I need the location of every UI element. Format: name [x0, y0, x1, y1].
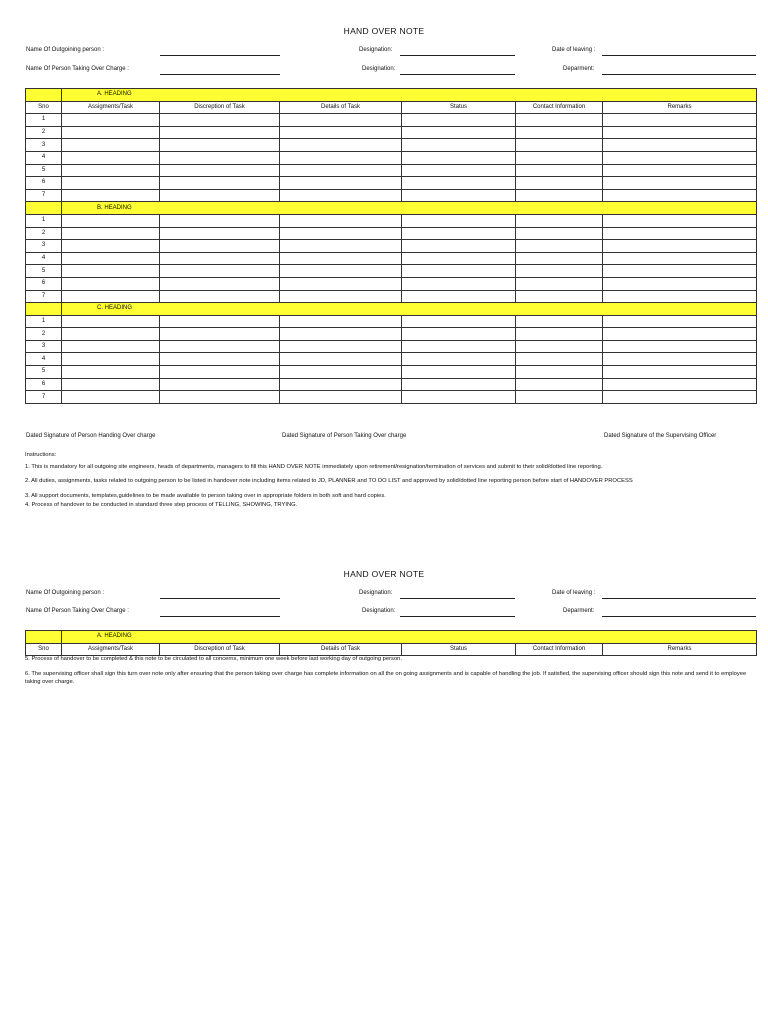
cell[interactable] [62, 189, 160, 202]
cell[interactable] [160, 315, 280, 328]
col-header: Assigments/Task [62, 101, 160, 114]
cell[interactable] [62, 315, 160, 328]
cell[interactable] [160, 189, 280, 202]
designation-field-4[interactable] [400, 616, 515, 617]
cell[interactable] [516, 189, 603, 202]
cell[interactable] [402, 290, 516, 303]
cell[interactable] [516, 164, 603, 177]
cell[interactable] [603, 252, 757, 265]
cell[interactable] [402, 240, 516, 253]
cell[interactable] [62, 177, 160, 190]
col-header: Status [402, 643, 516, 656]
cell[interactable] [160, 290, 280, 303]
handover-table [25, 88, 757, 404]
col-header: Sno [26, 101, 62, 114]
cell[interactable] [280, 177, 402, 190]
table-row [26, 177, 757, 190]
cell[interactable] [516, 290, 603, 303]
cell[interactable] [160, 126, 280, 139]
cell[interactable] [62, 265, 160, 278]
cell[interactable] [402, 114, 516, 127]
table-row [26, 214, 757, 227]
cell[interactable] [603, 353, 757, 366]
cell[interactable] [603, 290, 757, 303]
table-row [26, 151, 757, 164]
row-number: 4 [26, 151, 62, 164]
cell[interactable] [160, 227, 280, 240]
outgoing-person-field-2[interactable] [160, 598, 280, 599]
row-number: 5 [26, 164, 62, 177]
cell[interactable] [280, 340, 402, 353]
cell[interactable] [280, 378, 402, 391]
heading-a-label-2: A. HEADING [62, 631, 757, 644]
cell[interactable] [280, 189, 402, 202]
cell[interactable] [603, 328, 757, 341]
cell[interactable] [160, 114, 280, 127]
col-header: Details of Task [280, 101, 402, 114]
table-row [26, 391, 757, 404]
signature-taking: Dated Signature of Person Taking Over charge [282, 433, 407, 439]
row-number: 1 [26, 114, 62, 127]
cell[interactable] [516, 252, 603, 265]
designation-label-3: Designation: [359, 590, 393, 596]
cell[interactable] [516, 214, 603, 227]
cell[interactable] [62, 252, 160, 265]
table-row [26, 189, 757, 202]
heading-c-label: C. HEADING [62, 303, 757, 316]
cell[interactable] [160, 177, 280, 190]
cell[interactable] [603, 366, 757, 379]
heading-a-label: A. HEADING [62, 89, 757, 102]
cell[interactable] [160, 340, 280, 353]
row-number: 1 [26, 315, 62, 328]
section-heading-b [26, 202, 757, 215]
cell[interactable] [603, 340, 757, 353]
cell[interactable] [603, 240, 757, 253]
row-number: 3 [26, 240, 62, 253]
section-heading-a-2 [26, 631, 757, 644]
col-header: Sno [26, 643, 62, 656]
cell[interactable] [160, 252, 280, 265]
cell[interactable] [62, 277, 160, 290]
designation-label-2: Designation: [362, 66, 396, 72]
cell[interactable] [603, 139, 757, 152]
section-heading-c [26, 303, 757, 316]
cell[interactable] [603, 177, 757, 190]
cell[interactable] [160, 378, 280, 391]
cell[interactable] [160, 366, 280, 379]
cell[interactable] [280, 126, 402, 139]
cell[interactable] [402, 189, 516, 202]
date-leaving-label-2: Date of leaving : [552, 590, 596, 596]
cell[interactable] [62, 240, 160, 253]
cell[interactable] [516, 353, 603, 366]
designation-label: Designation: [359, 47, 393, 53]
outgoing-person-label: Name Of Outgoining person : [26, 47, 105, 53]
department-field-2[interactable] [602, 616, 756, 617]
cell[interactable] [603, 164, 757, 177]
table-row [26, 340, 757, 353]
col-header: Discreption of Task [160, 643, 280, 656]
row-number: 7 [26, 290, 62, 303]
table-row [26, 290, 757, 303]
table-row [26, 353, 757, 366]
cell[interactable] [280, 240, 402, 253]
cell[interactable] [280, 353, 402, 366]
cell[interactable] [402, 164, 516, 177]
cell[interactable] [280, 227, 402, 240]
taking-person-label: Name Of Person Taking Over Charge : [26, 66, 129, 72]
cell[interactable] [402, 177, 516, 190]
col-header: Discreption of Task [160, 101, 280, 114]
cell[interactable] [280, 214, 402, 227]
cell[interactable] [62, 328, 160, 341]
row-number: 6 [26, 177, 62, 190]
cell[interactable] [516, 328, 603, 341]
cell[interactable] [62, 353, 160, 366]
col-header: Status [402, 101, 516, 114]
cell[interactable] [402, 265, 516, 278]
department-field[interactable] [602, 74, 756, 75]
instructions-title: Instructions: [25, 452, 57, 458]
cell[interactable] [62, 114, 160, 127]
cell[interactable] [160, 328, 280, 341]
table-row [26, 378, 757, 391]
cell[interactable] [516, 366, 603, 379]
table-header-row [26, 101, 757, 114]
cell[interactable] [516, 378, 603, 391]
cell[interactable] [160, 240, 280, 253]
cell[interactable] [402, 139, 516, 152]
col-header: Contact Information [516, 643, 603, 656]
outgoing-person-field[interactable] [160, 55, 280, 56]
cell[interactable] [62, 139, 160, 152]
cell[interactable] [160, 214, 280, 227]
cell[interactable] [603, 265, 757, 278]
cell[interactable] [516, 340, 603, 353]
cell[interactable] [280, 164, 402, 177]
row-number: 3 [26, 139, 62, 152]
cell[interactable] [603, 378, 757, 391]
form-title-2: HAND OVER NOTE [343, 569, 425, 579]
cell[interactable] [516, 114, 603, 127]
row-number: 5 [26, 265, 62, 278]
cell[interactable] [280, 290, 402, 303]
cell[interactable] [516, 227, 603, 240]
form-title: HAND OVER NOTE [343, 26, 425, 36]
cell[interactable] [516, 177, 603, 190]
cell[interactable] [402, 340, 516, 353]
department-label: Deparment: [563, 66, 595, 72]
taking-person-field-2[interactable] [160, 616, 280, 617]
cell[interactable] [402, 366, 516, 379]
instruction-item-3: 3. All support documents, templates,guidelines to be made available to person taking over in appropriate folders in both soft and hard copies. [25, 493, 386, 499]
cell[interactable] [160, 164, 280, 177]
row-number: 7 [26, 391, 62, 404]
designation-field-2[interactable] [400, 74, 515, 75]
col-header: Assigments/Task [62, 643, 160, 656]
cell[interactable] [160, 353, 280, 366]
table-row [26, 114, 757, 127]
cell[interactable] [280, 391, 402, 404]
signature-supervising: Dated Signature of the Supervising Officer [604, 433, 717, 439]
cell[interactable] [62, 378, 160, 391]
table-row [26, 252, 757, 265]
instruction-item-4: 4. Process of handover to be conducted in standard three step process of TELLING, SHOWING, TRYING. [25, 502, 298, 508]
cell[interactable] [402, 227, 516, 240]
instruction-item-6: 6. The supervising officer shall sign this turn over note only after ensuring that the person taking over charge has complete information on all the on going assignments and is capable of handling the job. If satisfied, the supervising officer should sign this note and send it to employee taking over charge. [25, 671, 747, 685]
col-header: Contact Information [516, 101, 603, 114]
cell[interactable] [280, 114, 402, 127]
cell[interactable] [280, 315, 402, 328]
row-number: 3 [26, 340, 62, 353]
cell[interactable] [62, 290, 160, 303]
row-number: 6 [26, 378, 62, 391]
cell[interactable] [603, 277, 757, 290]
row-number: 6 [26, 277, 62, 290]
table-row [26, 265, 757, 278]
row-number: 4 [26, 252, 62, 265]
cell[interactable] [402, 126, 516, 139]
heading-b-label: B. HEADING [62, 202, 757, 215]
cell[interactable] [402, 328, 516, 341]
cell[interactable] [62, 126, 160, 139]
date-leaving-field-2[interactable] [602, 598, 756, 599]
cell[interactable] [516, 391, 603, 404]
row-number: 2 [26, 227, 62, 240]
table-row [26, 227, 757, 240]
cell[interactable] [62, 164, 160, 177]
designation-field[interactable] [400, 55, 515, 56]
instruction-item-2: 2. All duties, assignments, tasks related to outgoing person to be listed in handover note including items related to JD, PLANNER and TO DO LIST and approved by solid/dotted line reporting person before start of HANDOVER PROCESS [25, 478, 633, 484]
cell[interactable] [160, 151, 280, 164]
cell[interactable] [516, 240, 603, 253]
cell[interactable] [280, 328, 402, 341]
cell[interactable] [516, 151, 603, 164]
date-leaving-field[interactable] [602, 55, 756, 56]
designation-label-4: Designation: [362, 608, 396, 614]
table-row [26, 164, 757, 177]
cell[interactable] [516, 139, 603, 152]
cell[interactable] [160, 277, 280, 290]
cell[interactable] [603, 189, 757, 202]
cell[interactable] [62, 340, 160, 353]
col-header: Details of Task [280, 643, 402, 656]
table-header-row-2 [26, 643, 757, 656]
designation-field-3[interactable] [400, 598, 515, 599]
section-heading-a [26, 89, 757, 102]
cell[interactable] [62, 214, 160, 227]
row-number: 4 [26, 353, 62, 366]
table-row [26, 315, 757, 328]
table-row [26, 366, 757, 379]
cell[interactable] [402, 277, 516, 290]
cell[interactable] [62, 366, 160, 379]
table-row [26, 240, 757, 253]
cell[interactable] [280, 139, 402, 152]
cell[interactable] [603, 227, 757, 240]
cell[interactable] [603, 151, 757, 164]
cell[interactable] [402, 391, 516, 404]
row-number: 5 [26, 366, 62, 379]
signature-handing: Dated Signature of Person Handing Over charge [26, 433, 156, 439]
cell[interactable] [516, 315, 603, 328]
row-number: 1 [26, 214, 62, 227]
row-number: 2 [26, 126, 62, 139]
handover-table-2 [25, 630, 757, 656]
cell[interactable] [160, 139, 280, 152]
taking-person-field[interactable] [160, 74, 280, 75]
cell[interactable] [160, 391, 280, 404]
cell[interactable] [402, 252, 516, 265]
col-header: Remarks [603, 643, 757, 656]
col-header: Remarks [603, 101, 757, 114]
cell[interactable] [603, 114, 757, 127]
row-number: 7 [26, 189, 62, 202]
cell[interactable] [62, 391, 160, 404]
table-row [26, 126, 757, 139]
cell[interactable] [402, 353, 516, 366]
cell[interactable] [280, 265, 402, 278]
taking-person-label-2: Name Of Person Taking Over Charge : [26, 608, 129, 614]
table-row [26, 139, 757, 152]
cell[interactable] [62, 227, 160, 240]
cell[interactable] [402, 151, 516, 164]
department-label-2: Deparment: [563, 608, 595, 614]
cell[interactable] [603, 214, 757, 227]
cell[interactable] [603, 315, 757, 328]
cell[interactable] [280, 252, 402, 265]
cell[interactable] [280, 151, 402, 164]
cell[interactable] [160, 265, 280, 278]
cell[interactable] [603, 126, 757, 139]
instruction-item-5: 5. Process of handover to be completed & this note to be circulated to all concerns, minimum one week before last working day of outgoing person. [25, 656, 403, 662]
table-row [26, 328, 757, 341]
cell[interactable] [516, 126, 603, 139]
cell[interactable] [516, 277, 603, 290]
cell[interactable] [603, 391, 757, 404]
table-row [26, 277, 757, 290]
row-number: 2 [26, 328, 62, 341]
cell[interactable] [62, 151, 160, 164]
cell[interactable] [280, 277, 402, 290]
date-leaving-label: Date of leaving : [552, 47, 596, 53]
cell[interactable] [402, 378, 516, 391]
instruction-item-1: 1. This is mandatory for all outgoing site engineers, heads of departments, managers to fill this HAND OVER NOTE immediately upon retirement/resignation/termination of services and submit to their solid/dotted line reporting. [25, 464, 603, 470]
cell[interactable] [402, 315, 516, 328]
cell[interactable] [280, 366, 402, 379]
outgoing-person-label-2: Name Of Outgoining person : [26, 590, 105, 596]
cell[interactable] [516, 265, 603, 278]
cell[interactable] [402, 214, 516, 227]
